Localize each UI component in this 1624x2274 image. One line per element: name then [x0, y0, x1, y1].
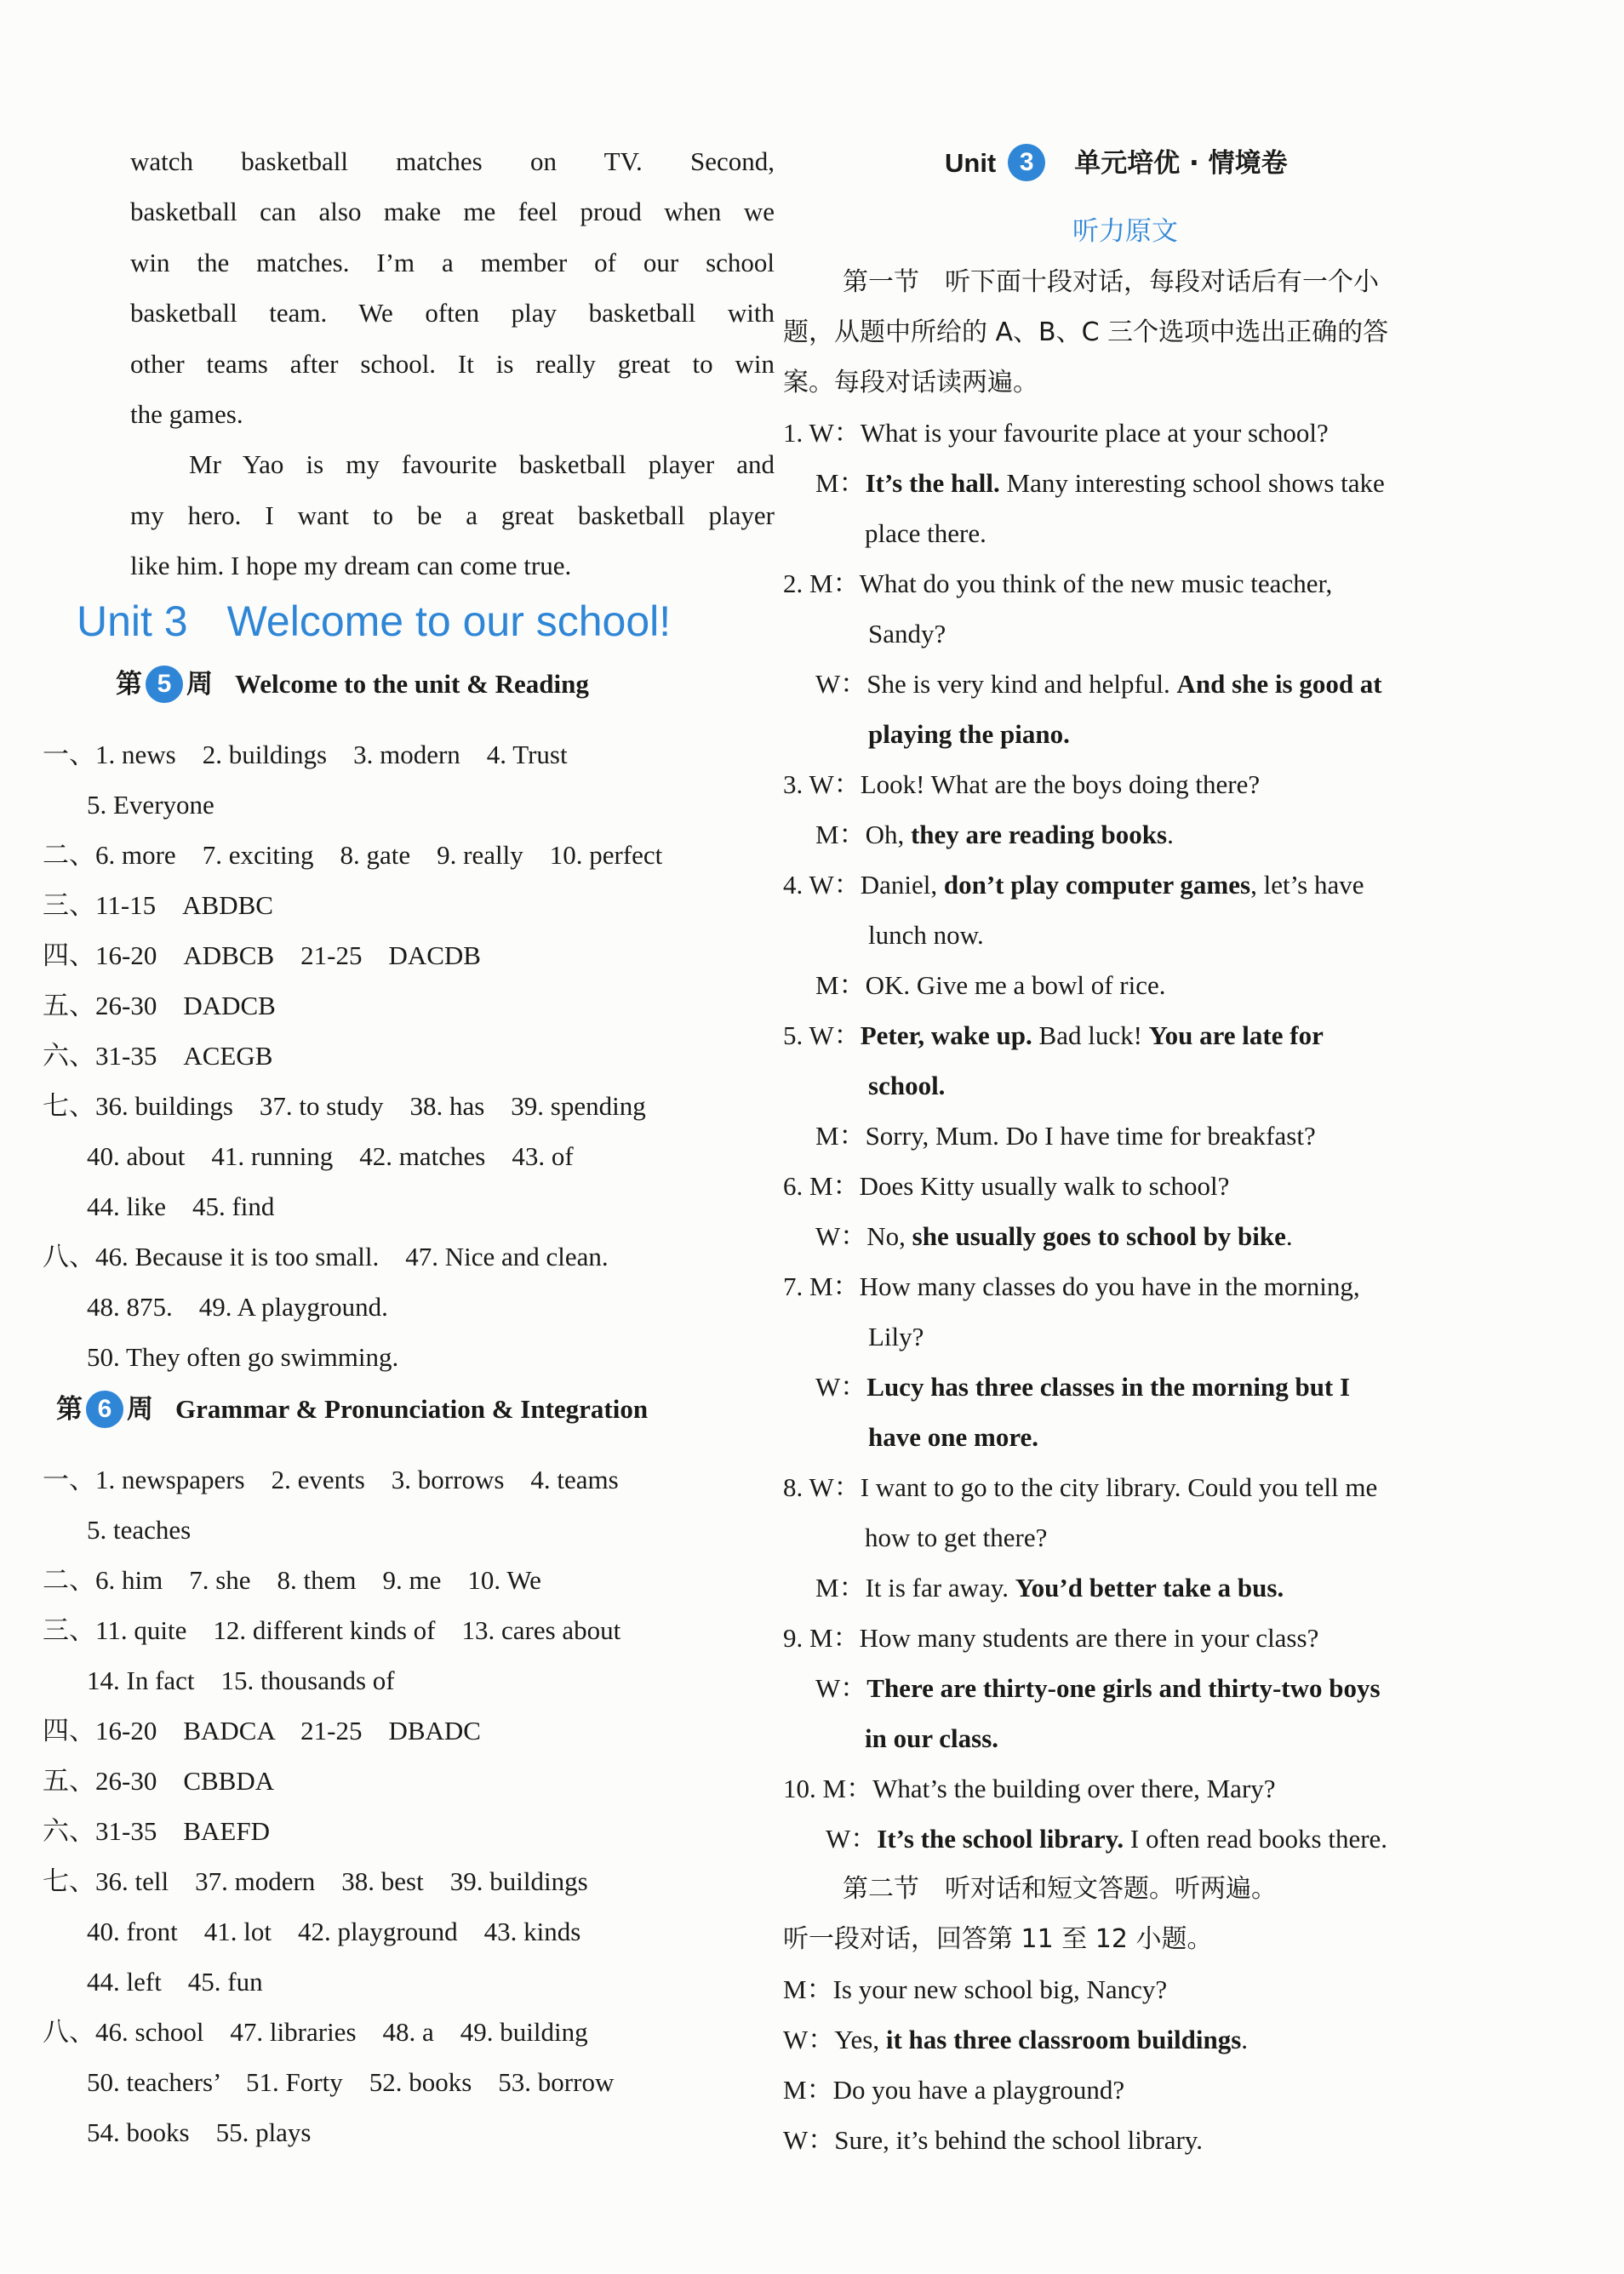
dialogue-line [815, 667, 1382, 701]
dialogue-line: 8. W：I want to go to the city library. Could you tell me [783, 1472, 1378, 1502]
section-1-instructions: 案。每段对话读两遍。 [783, 368, 1038, 397]
dialogue-text: . [1285, 1221, 1293, 1251]
unit-heading [77, 596, 671, 647]
answer-line: 八、46. school 47. libraries 48. a 49. building [43, 2017, 588, 2047]
answer-line: 一、1. news 2. buildings 3. modern 4. Trust [43, 740, 568, 769]
answer-line: 54. books 55. plays [87, 2117, 312, 2147]
dialogue-line: 9. M：How many students are there in your class? [783, 1623, 1319, 1653]
essay-line: basketball can also make me feel proud when we [130, 197, 775, 226]
key-phrase: You are late for [1148, 1020, 1324, 1050]
answer-line: 48. 875. 49. A playground. [87, 1292, 388, 1322]
week-prefix: 第 [116, 669, 142, 700]
answer-line: 14. In fact 15. thousands of [87, 1666, 395, 1695]
dialogue-line: 1. W：What is your favourite place at your school? [783, 418, 1329, 448]
answer-line: 5. teaches [87, 1515, 192, 1545]
dialogue-line [783, 868, 1364, 902]
essay-line: like him. I hope my dream can come true. [130, 551, 572, 580]
dialogue-text: W： [826, 1824, 878, 1854]
week-title: Welcome to the unit & Reading [235, 669, 589, 699]
key-phrase: It’s the hall. [865, 468, 1000, 498]
dialogue-line: how to get there? [865, 1523, 1048, 1552]
speaker: M： [815, 468, 866, 498]
dialogue-text: I often read books there. [1124, 1824, 1388, 1854]
essay-line: Mr Yao is my favourite basketball player and [189, 449, 775, 479]
week-5-heading [116, 666, 589, 706]
dialogue-text: M：Oh, [815, 820, 911, 849]
week-suffix: 周 [127, 1394, 153, 1425]
dialogue-line: Lily? [868, 1322, 924, 1351]
conversation-line: M：Do you have a playground? [783, 2075, 1125, 2105]
key-phrase: It’s the school library. [877, 1824, 1124, 1854]
key-phrase: have one more. [868, 1422, 1039, 1452]
dialogue-line [815, 1370, 1350, 1404]
week-suffix: 周 [186, 669, 213, 700]
key-phrase: There are thirty-one girls and thirty-two boys [866, 1673, 1381, 1703]
dialogue-line [815, 1220, 1293, 1254]
dialogue-line [815, 1571, 1284, 1605]
conversation-line: W：Sure, it’s behind the school library. [783, 2125, 1204, 2155]
key-phrase: she usually goes to school by bike [912, 1221, 1286, 1251]
dialogue-line: 10. M：What’s the building over there, Mary? [783, 1774, 1276, 1803]
dialogue-line: place there. [865, 518, 986, 548]
dialogue-line [815, 466, 1385, 500]
key-phrase: You’d better take a bus. [1015, 1573, 1284, 1603]
key-phrase: it has three classroom buildings [885, 2025, 1242, 2054]
answer-line: 二、6. more 7. exciting 8. gate 9. really 10. perfect [43, 840, 663, 870]
answer-line: 5. Everyone [87, 790, 214, 820]
key-phrase: school. [868, 1071, 946, 1100]
key-phrase: they are reading books [910, 820, 1168, 849]
essay-line: the games. [130, 399, 243, 429]
answer-line: 三、11. quite 12. different kinds of 13. cares about [43, 1615, 621, 1645]
answer-line: 四、16-20 BADCA 21-25 DBADC [43, 1716, 481, 1745]
dialogue-text: Many interesting school shows take [999, 468, 1385, 498]
answer-line: 二、6. him 7. she 8. them 9. me 10. We [43, 1565, 541, 1595]
dialogue-line: lunch now. [868, 920, 984, 950]
answer-line: 40. front 41. lot 42. playground 43. kinds [87, 1917, 581, 1946]
week-6-heading [56, 1391, 648, 1431]
dialogue-line: 3. W：Look! What are the boys doing there? [783, 769, 1261, 799]
dialogue-line [826, 1822, 1387, 1856]
answer-line: 50. They often go swimming. [87, 1342, 399, 1372]
week-number-badge: 5 [146, 666, 183, 703]
conversation-line: M：Is your new school big, Nancy? [783, 1974, 1168, 2004]
dialogue-line: M：OK. Give me a bowl of rice. [815, 970, 1166, 1000]
answer-line: 50. teachers’ 51. Forty 52. books 53. borrow [87, 2067, 615, 2097]
dialogue-text: , let’s have [1250, 870, 1364, 900]
dialogue-text: W：No, [815, 1221, 912, 1251]
key-phrase: Lucy has three classes in the morning but I [866, 1372, 1351, 1402]
answer-line: 44. left 45. fun [87, 1967, 263, 1997]
unit-title: Welcome to our school! [226, 597, 672, 645]
dialogue-line: 7. M：How many classes do you have in the morning, [783, 1271, 1360, 1301]
answer-line: 三、11-15 ABDBC [43, 890, 273, 920]
essay-line: basketball team. We often play basketball with [130, 298, 775, 328]
essay-line: my hero. I want to be a great basketball player [130, 500, 775, 530]
dialogue-text: M：It is far away. [815, 1573, 1015, 1603]
dialogue-text: Bad luck! [1032, 1020, 1149, 1050]
unit-number-badge: 3 [1008, 144, 1045, 181]
answer-line: 七、36. tell 37. modern 38. best 39. buildings [43, 1866, 588, 1896]
dialogue-text: . [1241, 2025, 1249, 2054]
dialogue-text: W： [815, 1372, 867, 1402]
answer-line: 六、31-35 BAEFD [43, 1816, 270, 1846]
unit-number: Unit 3 [77, 597, 188, 645]
essay-line: watch basketball matches on TV. Second, [130, 146, 775, 176]
week-title: Grammar & Pronunciation & Integration [175, 1394, 649, 1424]
dialogue-line [815, 1671, 1381, 1706]
key-phrase: And she is good at [1176, 669, 1382, 699]
dialogue-text: W：Yes, [783, 2025, 886, 2054]
essay-line: other teams after school. It is really great to win [130, 349, 775, 379]
dialogue-text: W： [815, 1673, 867, 1703]
answer-line: 40. about 41. running 42. matches 43. of [87, 1141, 574, 1171]
dialogue-text: 4. W：Daniel, [783, 870, 944, 900]
dialogue-text: . [1167, 820, 1174, 849]
answer-line: 四、16-20 ADBCB 21-25 DACDB [43, 940, 481, 970]
dialogue-line: 6. M：Does Kitty usually walk to school? [783, 1171, 1230, 1201]
section-1-instructions: 题，从题中所给的 A、B、C 三个选项中选出正确的答 [783, 317, 1389, 347]
dialogue-line [783, 1019, 1324, 1053]
answer-line: 一、1. newspapers 2. events 3. borrows 4. teams [43, 1465, 619, 1494]
answer-line: 八、46. Because it is too small. 47. Nice and clean. [43, 1242, 609, 1271]
week-prefix: 第 [56, 1394, 83, 1425]
listening-title [945, 145, 1288, 184]
key-phrase: in our class. [865, 1723, 999, 1753]
dialogue-text: W：She is very kind and helpful. [815, 669, 1177, 699]
unit-zh-title: 单元培优 · 情境卷 [1074, 148, 1288, 179]
week-number-badge: 6 [86, 1391, 123, 1428]
answer-line: 44. like 45. find [87, 1191, 275, 1221]
essay-line: win the matches. I’m a member of our school [130, 248, 775, 277]
answer-line: 五、26-30 DADCB [43, 991, 276, 1020]
dialogue-line: M：Sorry, Mum. Do I have time for breakfast? [815, 1121, 1316, 1151]
section-1-instructions: 第一节 听下面十段对话，每段对话后有一个小 [843, 267, 1379, 297]
section-2-intro: 听一段对话，回答第 11 至 12 小题。 [783, 1924, 1213, 1954]
dialogue-line: 2. M：What do you think of the new music teacher, [783, 568, 1333, 598]
listening-subtitle: 听力原文 [1072, 216, 1178, 247]
conversation-line [783, 2023, 1248, 2057]
key-phrase: don’t play computer games [943, 870, 1251, 900]
answer-line: 六、31-35 ACEGB [43, 1041, 273, 1071]
dialogue-text: 5. W： [783, 1020, 861, 1050]
key-phrase: playing the piano. [868, 719, 1070, 749]
section-2-instructions: 第二节 听对话和短文答题。听两遍。 [843, 1874, 1277, 1904]
answer-line: 七、36. buildings 37. to study 38. has 39. spending [43, 1091, 646, 1121]
key-phrase: Peter, wake up. [860, 1020, 1032, 1050]
unit-label: Unit [945, 148, 997, 178]
answer-line: 五、26-30 CBBDA [43, 1766, 275, 1796]
dialogue-line [815, 818, 1174, 852]
dialogue-line: Sandy? [868, 619, 946, 648]
